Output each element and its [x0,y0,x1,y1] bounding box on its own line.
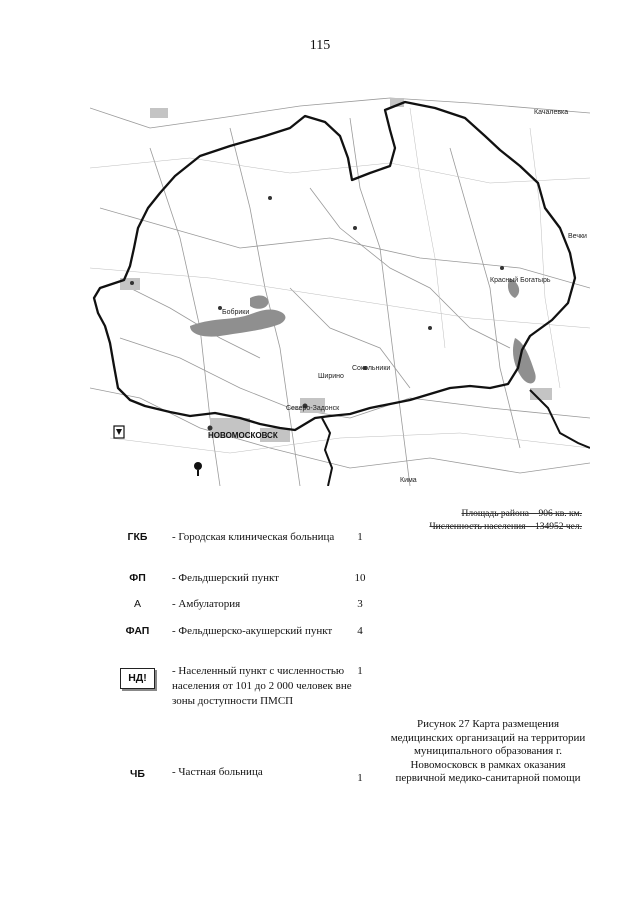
map-label-kachalovka: Качалевка [534,109,569,116]
legend-desc-chb: - Частная больница [172,766,263,778]
legend-symbol-chb: ЧБ [130,768,145,780]
legend-symbol-gkb: ГКБ [127,531,148,543]
legend-count-gkb: 1 [357,531,363,543]
legend-count-nd: 1 [357,665,363,677]
legend-count-fp: 10 [354,572,366,584]
legend-desc-nd: - Населенный пункт с численностью населения от 101 до 2 000 человек вне зоны доступности ПМСП [172,665,352,707]
neighbor-boundary-east [530,390,590,448]
page-number: 115 [309,38,331,53]
population-text: Численность населения – 134952 чел. [429,522,582,532]
legend-symbol-nd [110,668,165,689]
legend-desc-fp: - Фельдшерский пункт [172,572,279,584]
settlement-markers [130,196,504,431]
legend-count-chb: 1 [357,772,363,784]
pin-icon [114,426,124,438]
map-label-severo-zadonsk: Северо-Задонск [286,405,340,412]
legend-desc-a: - Амбулатория [172,598,241,610]
map-label-vechki: Вечки [568,233,587,240]
map-label-novomoskovsk: НОВОМОСКОВСК [208,431,278,440]
legend-desc-gkb: - Городская клиническая больница [172,531,335,543]
legend-symbol-fp: ФП [129,572,146,584]
figure-caption: Рисунок 27 Карта размещения медицинских организаций на территории муниципального образования г. Новомосковск в рамках оказания первичной медико-санитарной помощи [390,718,586,784]
district-stats [430,508,583,534]
map-canvas [90,88,590,486]
legend-count-fap: 4 [357,625,363,637]
map-label-krasny-bogatyr: Красный Богатырь [490,277,551,284]
legend-desc-fap: - Фельдшерско-акушерский пункт [172,625,333,637]
hospital-icon [194,462,202,476]
map-label-sokolniki: Сокольники [352,365,391,372]
legend-symbol-a: А [133,598,141,610]
neighbor-boundary [322,418,332,486]
legend-count-a: 3 [357,598,363,610]
urban-areas [120,98,552,442]
map-label-bobriki: Бобрики [222,309,250,316]
nd-badge: НД! [120,668,155,689]
district-map [90,88,590,486]
map-label-kima: Кима [400,477,417,484]
legend-symbol-fap: ФАП [125,625,150,637]
map-label-shirino: Ширино [318,373,344,380]
area-text: Площадь района – 906 кв. км. [461,509,582,519]
